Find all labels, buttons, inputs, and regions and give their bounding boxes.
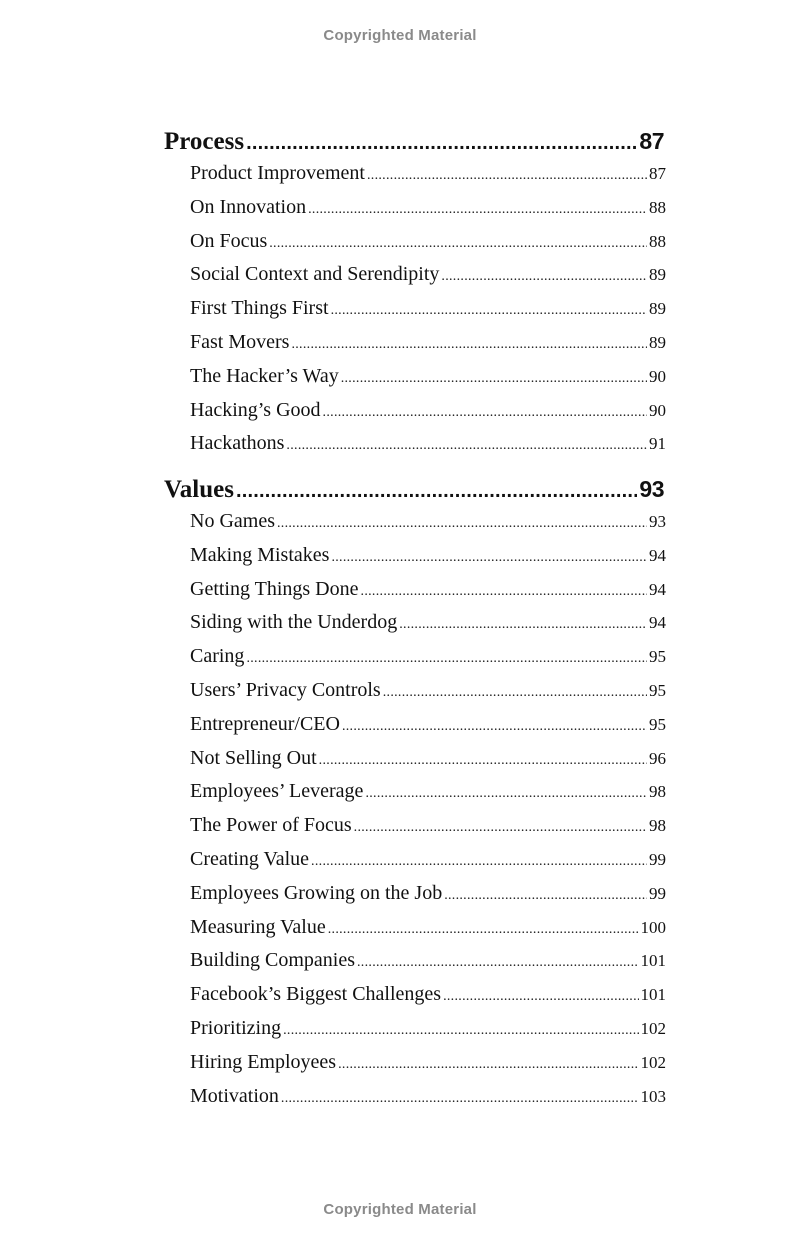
entry-page-number: 98 xyxy=(649,816,666,836)
entry-page-number: 101 xyxy=(640,951,666,971)
toc-entry[interactable] xyxy=(190,983,666,1013)
toc-entry[interactable] xyxy=(190,611,666,641)
entry-title: Siding with the Underdog xyxy=(190,611,398,634)
entry-page-number: 99 xyxy=(649,883,666,903)
entry-page-number: 90 xyxy=(649,366,666,386)
toc-entry[interactable] xyxy=(190,916,666,946)
entry-title: Caring xyxy=(190,645,245,668)
dot-leader xyxy=(354,820,647,836)
entry-page-number: 103 xyxy=(640,1086,666,1106)
entry-page-number: 87 xyxy=(649,164,666,183)
dot-leader xyxy=(338,1057,638,1073)
toc-entry[interactable] xyxy=(190,747,666,777)
dot-leader xyxy=(331,550,647,566)
entry-title: Employees’ Leverage xyxy=(190,780,364,803)
section-page-number: 87 xyxy=(639,128,664,154)
dot-leader xyxy=(441,269,647,285)
entry-title: Making Mistakes xyxy=(190,543,330,566)
entry-page-number: 91 xyxy=(649,434,666,454)
toc-entry[interactable] xyxy=(190,365,666,395)
toc-entry[interactable] xyxy=(190,679,666,709)
entry-page-number: 102 xyxy=(640,1019,666,1038)
copyright-watermark-bottom: Copyrighted Material xyxy=(323,1201,477,1218)
toc-entry[interactable] xyxy=(190,297,666,327)
dot-leader xyxy=(291,337,647,353)
toc-entry[interactable] xyxy=(190,814,666,844)
dot-leader xyxy=(246,651,647,667)
entry-title: Not Selling Out xyxy=(190,746,317,769)
section-title: Process xyxy=(164,128,245,155)
entry-page-number: 95 xyxy=(649,714,666,734)
dot-leader xyxy=(443,989,638,1005)
dot-leader xyxy=(399,617,647,633)
entry-page-number: 88 xyxy=(649,197,666,217)
entry-page-number: 88 xyxy=(649,231,666,251)
entry-page-number: 102 xyxy=(640,1052,666,1072)
toc-entry[interactable] xyxy=(190,713,666,743)
entry-page-number: 98 xyxy=(649,782,666,802)
entry-page-number: 89 xyxy=(649,299,666,319)
entry-page-number: 90 xyxy=(649,400,666,420)
dot-leader xyxy=(367,168,647,184)
entry-title: Prioritizing xyxy=(190,1017,282,1039)
toc-entry[interactable] xyxy=(190,196,666,226)
entry-title: No Games xyxy=(190,510,275,532)
entry-title: Measuring Value xyxy=(190,915,326,938)
entry-title: First Things First xyxy=(190,297,329,320)
toc-entry[interactable] xyxy=(190,544,666,574)
entry-page-number: 95 xyxy=(649,681,666,700)
dot-leader xyxy=(308,202,647,218)
entry-page-number: 94 xyxy=(649,545,666,565)
entry-title: Building Companies xyxy=(190,949,355,972)
entry-page-number: 99 xyxy=(649,850,666,869)
dot-leader xyxy=(361,584,647,600)
toc-section-heading[interactable] xyxy=(164,128,664,162)
toc-entry[interactable] xyxy=(190,510,666,540)
toc-entry[interactable] xyxy=(190,848,666,878)
entry-title: Social Context and Serendipity xyxy=(190,263,440,286)
entry-page-number: 101 xyxy=(640,985,666,1005)
toc-entry[interactable] xyxy=(190,432,666,462)
dot-leader xyxy=(383,685,647,701)
entry-page-number: 95 xyxy=(649,647,666,667)
toc-section-heading[interactable] xyxy=(164,476,664,510)
section-title: Values xyxy=(164,476,234,503)
entry-page-number: 100 xyxy=(640,917,666,937)
entry-title: Creating Value xyxy=(190,848,310,870)
entry-title: Entrepreneur/CEO xyxy=(190,712,340,735)
toc-entry[interactable] xyxy=(190,1051,666,1081)
dot-leader xyxy=(342,719,647,735)
entry-title: Fast Movers xyxy=(190,331,290,353)
copyright-watermark-top: Copyrighted Material xyxy=(323,27,477,44)
dot-leader xyxy=(281,1091,639,1107)
toc-entry[interactable] xyxy=(190,882,666,912)
entry-page-number: 93 xyxy=(649,512,666,531)
entry-title: Hiring Employees xyxy=(190,1050,337,1073)
dot-leader xyxy=(328,922,639,938)
toc-entry[interactable] xyxy=(190,780,666,810)
dot-leader xyxy=(283,1023,638,1039)
toc-entry[interactable] xyxy=(190,399,666,429)
dot-leader xyxy=(444,888,647,904)
entry-page-number: 94 xyxy=(649,613,666,633)
entry-title: Facebook’s Biggest Challenges xyxy=(190,983,442,1006)
dot-leader xyxy=(269,236,647,252)
dot-leader xyxy=(341,371,647,387)
entry-title: On Focus xyxy=(190,229,268,252)
dot-leader xyxy=(311,854,647,870)
entry-title: Employees Growing on the Job xyxy=(190,881,443,904)
entry-title: Motivation xyxy=(190,1084,279,1107)
toc-entry[interactable] xyxy=(190,1085,666,1115)
dot-leader xyxy=(286,438,647,454)
entry-title: The Power of Focus xyxy=(190,814,352,837)
dot-leader xyxy=(319,753,647,769)
toc-entry[interactable] xyxy=(190,645,666,675)
entry-page-number: 96 xyxy=(649,748,666,768)
toc-entry[interactable] xyxy=(190,331,666,361)
entry-title: Hacking’s Good xyxy=(190,398,321,421)
toc-entry[interactable] xyxy=(190,949,666,979)
section-page-number: 93 xyxy=(639,476,664,502)
toc-entry[interactable] xyxy=(190,263,666,293)
entry-title: Hackathons xyxy=(190,432,285,455)
dot-leader xyxy=(331,303,647,319)
dot-leader xyxy=(236,480,637,503)
entry-page-number: 94 xyxy=(649,579,666,599)
toc-entry[interactable] xyxy=(190,1017,666,1047)
entry-title: Users’ Privacy Controls xyxy=(190,679,381,701)
toc-entry[interactable] xyxy=(190,230,666,260)
dot-leader xyxy=(357,955,639,971)
toc-entry[interactable] xyxy=(190,162,666,192)
dot-leader xyxy=(323,405,647,421)
toc-entry[interactable] xyxy=(190,578,666,608)
entry-page-number: 89 xyxy=(649,265,666,285)
entry-title: The Hacker’s Way xyxy=(190,364,339,387)
dot-leader xyxy=(246,132,637,155)
entry-title: On Innovation xyxy=(190,195,307,218)
entry-title: Product Improvement xyxy=(190,162,365,184)
dot-leader xyxy=(365,786,647,802)
entry-title: Getting Things Done xyxy=(190,577,359,600)
entry-page-number: 89 xyxy=(649,333,666,352)
dot-leader xyxy=(277,516,647,532)
